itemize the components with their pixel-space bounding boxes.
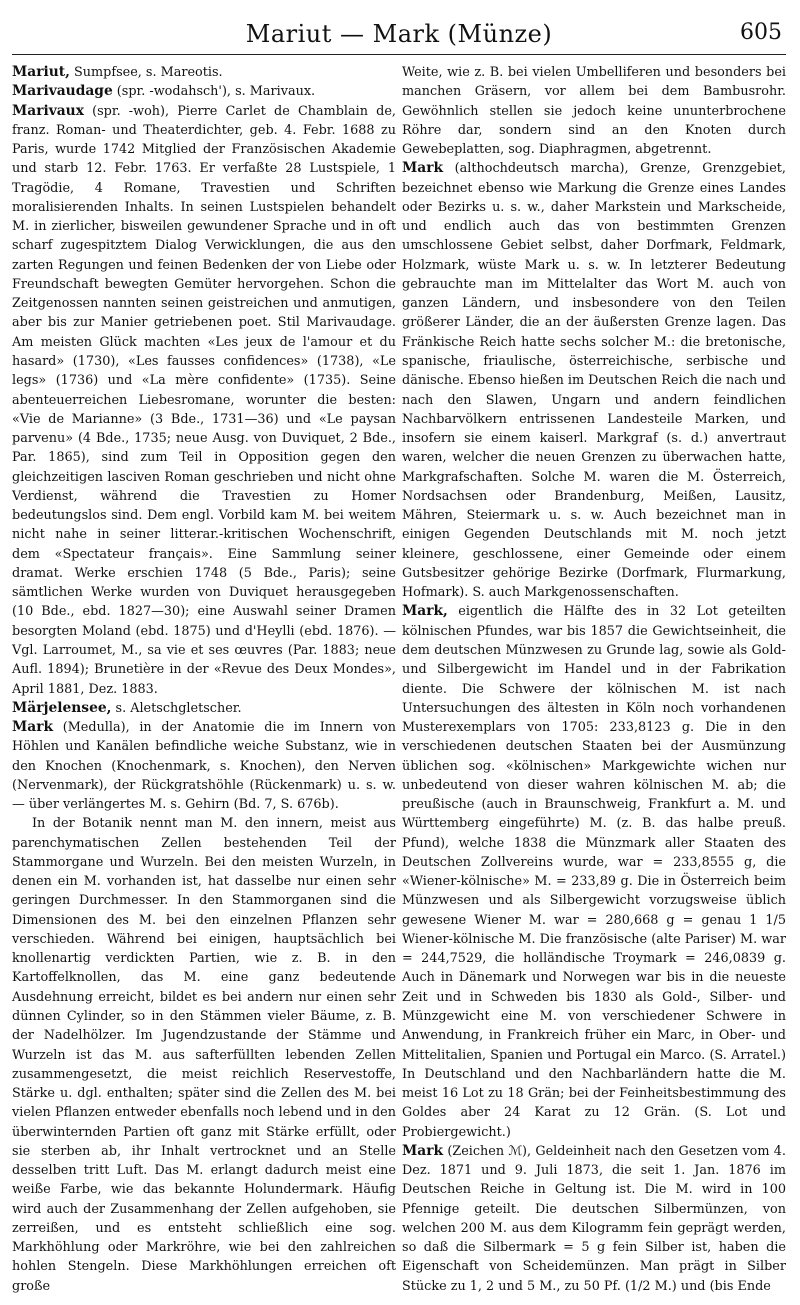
entry-text: eigentlich die Hälfte des in 32 Lot geteilten kölnischen Pfundes, war bis 1857 die Gewichtseinheit, die dem deutschen Münzwesen zu Grunde lag, sowie als Gold- und Silbergewicht im Handel und in der Fabrikation diente. Die Schwere der kölnischen M. ist nach Untersuchungen des ältesten in Köln noch vorhandenen Musterexemplars von 1705: 233,8123 g. Die in den verschiedenen deutschen Staaten bei der Ausmünzung üblichen sog. «kölnischen» Markgewichte wichen nur unbedeutend von dieser wahren kölnischen M. ab; die preußische (auch in Braunschweig, Frankfurt a. M. und Württemberg eingeführte) M. (z. B. das halbe preuß. Pfund), welche 1838 die Münzmark aller Staaten des Deutschen Zollvereins wurde, war = 233,8555 g, die «Wiener-kölnische» M. = 233,89 g. Die in Österreich beim Münzwesen und als Silbergewicht vorzugsweise üblich gewesene Wiener M. war = 280,668 g = genau 1 1/5 Wiener-kölnische M. Die französische (alte Pariser) M. war = 244,7529, die holländische Troymark = 246,0839 g. Auch in Dänemark und Norwegen war bis in die neueste Zeit und in Schweden bis 1830 als Gold-, Silber- und Münzgewicht eine M. von verschiedener Schwere in Anwendung, in Frankreich früher ein Marc, in Ober- und Mittelitalien, Spanien und Portugal ein Marco. (S. Arratel.) In Deutschland und den Nachbarländern hatte die M. meist 16 Lot zu 18 Grän; bei der Feinheitsbestimmung des Goldes aber 24 Karat zu 12 Grän. (S. Lot und Probiergewicht.) (402, 604, 786, 1140)
entry-text: Weite, wie z. B. bei vielen Umbelliferen und besonders bei manchen Gräsern, vor allem bei dem Bambusrohr. Gewöhnlich stellen sie jedoch keine ununterbrochene Röhre dar, sondern sind an den Knoten durch Gewebeplatten, sog. Diaphragmen, abgetrennt. (402, 65, 786, 158)
entry-headword: Mariut, (12, 64, 70, 80)
dictionary-entry (402, 63, 786, 159)
right-column (402, 63, 786, 1296)
entry-headword: Marivaudage (12, 83, 113, 100)
entry-text: (Medulla), in der Anatomie die im Innern von Höhlen und Kanälen befindliche weiche Substanz, wie in den Knochen (Knochenmark, s. Knochen), den Nerven (Nervenmark), der Rückgratshöhle (Rückenmark) u. s. w. — über verlängertes M. s. Gehirn (Bd. 7, S. 676b). (12, 720, 396, 813)
entry-text: (Zeichen ℳ), Geldeinheit nach den Gesetzen vom 4. Dez. 1871 und 9. Juli 1873, die seit 1. Jan. 1876 im Deutschen Reiche in Geltung ist. Die M. wird in 100 Pfennige geteilt. Die deutschen Silbermünzen, von welchen 200 M. aus dem Kilogramm fein geprägt werden, so daß die Silbermark = 5 g fein Silber ist, haben die Eigenschaft von Scheidemünzen. Man prägt in Silber Stücke zu 1, 2 und 5 M., zu 50 Pf. (1/2 M.) und (bis Ende (402, 1143, 786, 1294)
text-columns (12, 63, 786, 1296)
dictionary-entry (12, 699, 396, 718)
dictionary-entry (12, 102, 396, 699)
entry-headword: Marivaux (12, 102, 84, 119)
dictionary-entry (402, 1142, 786, 1296)
running-title: Mariut — Mark (Münze) (245, 20, 553, 48)
dictionary-entry (12, 63, 396, 82)
running-header (12, 14, 786, 55)
page-number: 605 (740, 20, 782, 45)
entry-headword: Mark, (402, 603, 448, 620)
entry-text: (spr. -woh), Pierre Carlet de Chamblain de, franz. Roman- und Theaterdichter, geb. 4. Febr. 1688 zu Paris, wurde 1742 Mitglied der Französischen Akademie und starb 12. Febr. 1763. Er verfaßte 28 Lustspiele, 1 Tragödie, 4 Romane, Travestien und Schriften moralisierenden Inhalts. In seinen Lustspielen behandelt M. in zierlicher, bisweilen gewundener Sprache und in oft scharf zugespitztem Dialog Verwicklungen, die aus den zarten Regungen und feinen Bedenken der von Liebe oder Freundschaft bewegten Gemüter hervorgehen. Schon die Zeitgenossen nannten seinen geistreichen und anmutigen, aber bis zur Manier getriebenen poet. Stil Marivaudage. Am meisten Glück machten «Les jeux de l'amour et du hasard» (1730), «Les fausses confidences» (1738), «Le legs» (1736) und «La mère confidente» (1735). Seine abenteuerreichen Liebesromane, worunter die besten: «Vie de Marianne» (3 Bde., 1731—36) und «Le paysan parvenu» (4 Bde., 1735; neue Ausg. von Duviquet, 2 Bde., Par. 1865), sind zum Teil in Opposition gegen den gleichzeitigen lasciven Roman geschrieben und nicht ohne Verdienst, während die Travestien zu Homer bedeutungslos sind. Dem engl. Vorbild kam M. bei weitem nicht nahe in seiner litterar.-kritischen Wochenschrift, dem «Spectateur français». Eine Sammlung seiner dramat. Werke erschien 1748 (5 Bde., Paris); seine sämtlichen Werke wurden von Duviquet herausgegeben (10 Bde., ebd. 1827—30); eine Auswahl seiner Dramen besorgten Moland (ebd. 1875) und d'Heylli (ebd. 1876). — Vgl. Larroumet, M., sa vie et ses œuvres (Par. 1883; neue Aufl. 1894); Brunetière in der «Revue des Deux Mondes», April 1881, Dez. 1883. (12, 103, 396, 697)
dictionary-entry (402, 159, 786, 602)
entry-headword: Mark (12, 719, 54, 736)
dictionary-entry (12, 718, 396, 814)
entry-text: s. Aletschgletscher. (111, 700, 242, 716)
entry-text: (althochdeutsch marcha), Grenze, Grenzgebiet, bezeichnet ebenso wie Markung die Grenze eines Landes oder Bezirks u. s. w., daher Markstein und Markscheide, und endlich auch das von bestimmten Grenzen umschlossene Gebiet selbst, daher Dorfmark, Feldmark, Holzmark, wüste Mark u. s. w. In letzterer Bedeutung gebrauchte man im Mittelalter das Wort M. auch von ganzen Ländern, und insbesondere von den Teilen größerer Länder, die an der äußersten Grenze lagen. Das Fränkische Reich hatte sechs solcher M.: die bretonische, spanische, friaulische, österreichische, serbische und dänische. Ebenso hießen im Deutschen Reich die nach und nach den Slawen, Ungarn und andern feindlichen Nachbarvölkern entrissenen Landesteile Marken, und insofern sie einem kaiserl. Markgraf (s. d.) anvertraut waren, welcher die neuen Grenzen zu überwachen hatte, Markgrafschaften. Solche M. waren die M. Österreich, Nordsachsen oder Brandenburg, Meißen, Lausitz, Mähren, Steiermark u. s. w. Auch bezeichnet man in einigen Gegenden Deutschlands mit M. noch jetzt kleinere, geschlossene, einer Gemeinde oder einem Gutsbesitzer gehörige Bezirke (Dorfmark, Flurmarkung, Hofmark). S. auch Markgenossenschaften. (402, 161, 786, 601)
dictionary-entry (12, 82, 396, 101)
entry-headword: Mark (402, 160, 444, 177)
entry-text: Sumpfsee, s. Mareotis. (69, 65, 223, 80)
entry-headword: Mark (402, 1142, 444, 1159)
entry-headword: Märjelensee, (12, 699, 112, 716)
dictionary-entry (402, 602, 786, 1141)
left-column (12, 63, 396, 1296)
dictionary-entry (12, 814, 396, 1296)
entry-text: (spr. -wodahsch'), s. Marivaux. (112, 84, 316, 100)
entry-text: In der Botanik nennt man M. den innern, meist aus parenchymatischen Zellen bestehenden Teil der Stammorgane und Wurzeln. Bei den meisten Wurzeln, in denen ein M. vorhanden ist, hat dasselbe nur einen sehr geringen Durchmesser. In den Stammorganen sind die Dimensionen des M. bei den einzelnen Pflanzen sehr verschieden. Während bei einigen, hauptsächlich bei knollenartig verdickten Partien, wie z. B. in den Kartoffelknollen, das M. eine ganz bedeutende Ausdehnung erreicht, bildet es bei andern nur einen sehr dünnen Cylinder, so in den Stämmen vieler Bäume, z. B. der Nadelhölzer. Im Jugendzustande der Stämme und Wurzeln ist das M. aus safterfüllten lebenden Zellen zusammengesetzt, die meist reichlich Reservestoffe, Stärke u. dgl. enthalten; später sind die Zellen des M. bei vielen Pflanzen entweder ebenfalls noch lebend und in den überwinternden Partien oft ganz mit Stärke erfüllt, oder sie sterben ab, ihr Inhalt vertrocknet und an Stelle desselben tritt Luft. Das M. erlangt dadurch meist eine weiße Farbe, wie das bekannte Holundermark. Häufig wird auch der Zusammenhang der Zellen aufgehoben, sie zerreißen, und es entsteht schließlich eine sog. Markhöhlung oder Markröhre, wie bei den zahlreichen hohlen Stengeln. Diese Markhöhlungen erreichen oft große (12, 816, 396, 1294)
